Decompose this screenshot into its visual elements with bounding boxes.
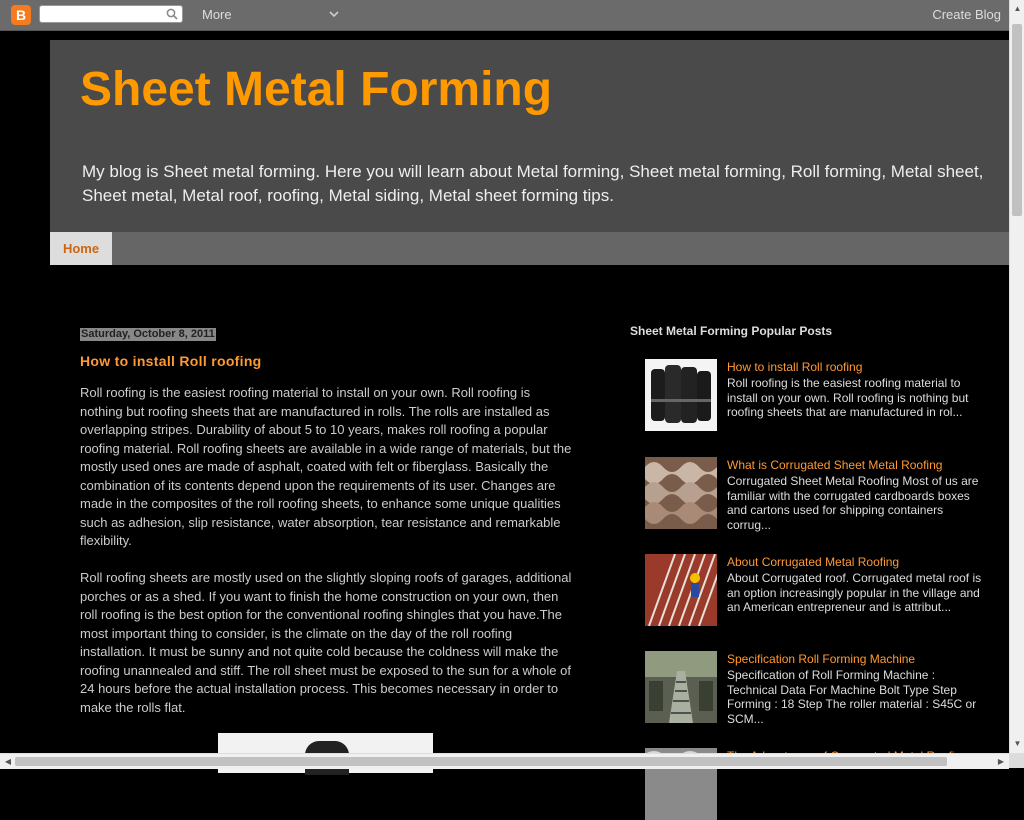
popular-post-snippet: Specification of Roll Forming Machine : Technical Data For Machine Bolt Type Step Forming : 18 Step The roller material : S45C or SCM...	[727, 668, 977, 726]
tab-home[interactable]: Home	[50, 232, 112, 265]
page-tabs	[50, 232, 1009, 265]
blog-post	[80, 324, 574, 717]
search-input[interactable]	[39, 5, 183, 23]
scroll-right-arrow-icon[interactable]: ▶	[997, 757, 1005, 766]
popular-post-thumbnail[interactable]	[645, 651, 717, 723]
scroll-down-arrow-icon[interactable]: ▼	[1013, 739, 1022, 748]
popular-post-thumbnail[interactable]	[645, 359, 717, 431]
popular-post-thumbnail[interactable]	[645, 457, 717, 529]
vertical-scrollbar[interactable]	[1009, 0, 1024, 753]
post-body	[80, 384, 574, 717]
post-title[interactable]: How to install Roll roofing	[80, 353, 262, 369]
sidebar	[630, 324, 990, 726]
blogger-navbar	[0, 0, 1024, 31]
popular-post-link[interactable]: How to install Roll roofing	[727, 360, 863, 374]
popular-post-link[interactable]: What is Corrugated Sheet Metal Roofing	[727, 458, 943, 472]
more-dropdown[interactable]: More	[202, 7, 232, 22]
post-date: Saturday, October 8, 2011	[81, 328, 215, 340]
horizontal-scrollbar[interactable]	[0, 753, 1009, 769]
blog-description: My blog is Sheet metal forming. Here you will learn about Metal forming, Sheet metal forming, Roll forming, Metal sheet, Sheet metal, Metal roof, roofing, Metal siding, Metal sheet forming tips.	[82, 162, 984, 205]
scrollbar-corner	[1009, 753, 1024, 768]
create-blog-link[interactable]: Create Blog	[932, 7, 1001, 22]
blogger-logo-icon[interactable]: B	[11, 5, 31, 25]
horizontal-scroll-thumb[interactable]	[15, 757, 947, 766]
search-icon[interactable]	[166, 8, 178, 22]
blog-header	[50, 40, 1009, 232]
vertical-scroll-thumb[interactable]	[1012, 24, 1022, 216]
popular-posts-title: Sheet Metal Forming Popular Posts	[630, 324, 833, 338]
scroll-up-arrow-icon[interactable]: ▲	[1013, 4, 1022, 13]
popular-post-snippet: Roll roofing is the easiest roofing material to install on your own. Roll roofing is nothing but roofing sheets that are manufactured in rol...	[727, 376, 969, 419]
chevron-down-icon[interactable]	[329, 7, 339, 21]
post-paragraph: Roll roofing sheets are mostly used on the slightly sloping roofs of garages, additional porches or as a shed. If you want to finish the home construction on your own, then roll roofing is the best option for the conventional roofing shingles that you have.The most important thing to consider, is the climate on the day of the roll roofing installation. It must be sunny and not quite cold because the coldness will make the roofing unannealed and stiff. The roll sheet must be exposed to the sun for a whole of 24 hours before the actual installation process. This becomes necessary in order to make the rolls flat.	[80, 570, 572, 715]
blog-title[interactable]: Sheet Metal Forming	[80, 63, 553, 116]
scroll-left-arrow-icon[interactable]: ◀	[4, 757, 12, 766]
popular-post-link[interactable]: Specification Roll Forming Machine	[727, 652, 916, 666]
popular-post-snippet: Corrugated Sheet Metal Roofing Most of us are familiar with the corrugated cardboards boxes and cartons used for shipping containers corrug...	[727, 474, 979, 532]
popular-post-link[interactable]: About Corrugated Metal Roofing	[727, 555, 900, 569]
post-paragraph: Roll roofing is the easiest roofing material to install on your own. Roll roofing is nothing but roofing sheets that are manufactured in rolls. The rolls are installed as overlapping stripes. Durability of about 5 to 10 years, makes roll roofing a popular roofing material. Roll roofing sheets are available in a wide range of materials, but the mostly used ones are made of asphalt, coated with felt or fiberglass. Basically the combination of its contents depend upon the requirements of its user. Changes are made in the composites of the roll roofing sheets, to enhance some unique qualities such as adhesion, slip resistance, water absorption, tear resistance and remarkable flexibility.	[80, 385, 572, 548]
popular-post-thumbnail[interactable]	[645, 554, 717, 626]
popular-post-snippet: About Corrugated roof. Corrugated metal roof is an option increasingly popular in the village and an American entrepreneur and is attribut...	[727, 571, 982, 614]
